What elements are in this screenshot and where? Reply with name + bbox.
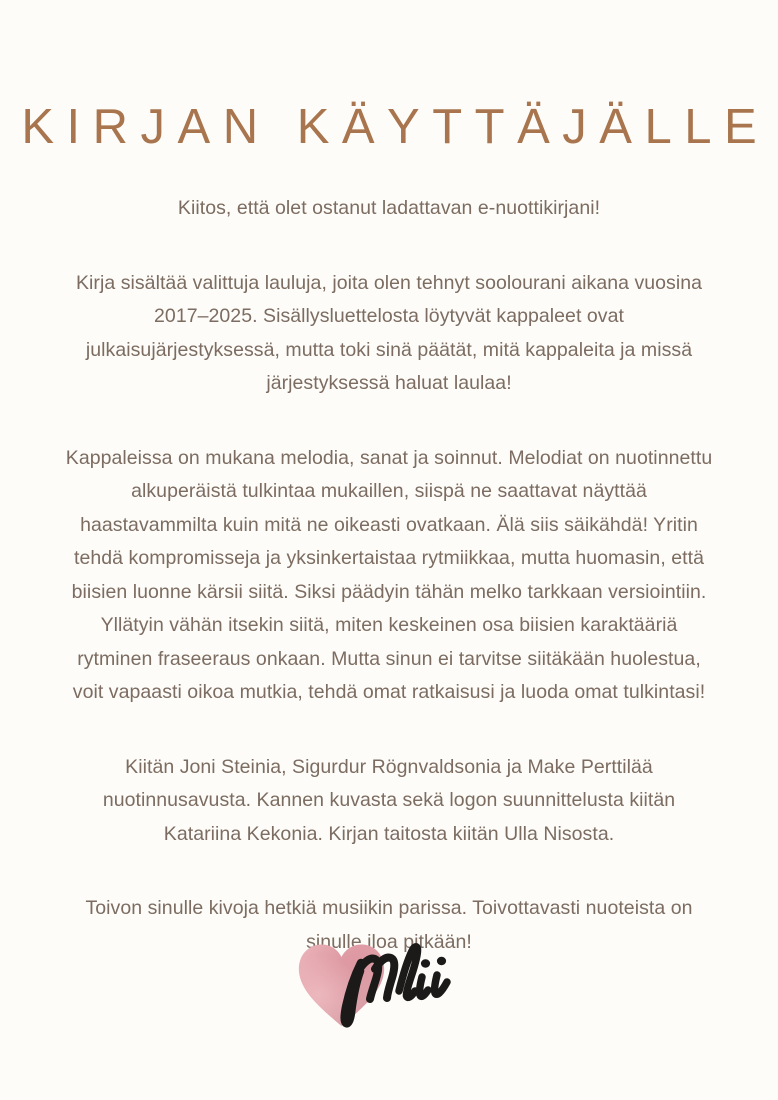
page-title: KIRJAN KÄYTTÄJÄLLE: [21, 99, 770, 154]
paragraph-closing: Toivon sinulle kivoja hetkiä musiikin parissa. Toivottavasti nuoteista on sinulle iloa pitkään!: [85, 897, 693, 953]
paragraph-content: Kirja sisältää valittuja lauluja, joita olen tehnyt soolourani aikana vuosina 2017–2025. Sisällysluettelosta löytyvät kappaleet ovat julkaisujärjestyksessä, mutta toki sinä päätät, mitä kappaleita ja missä järjestyksessä haluat laulaa!: [75, 271, 703, 394]
paragraph-intro: Kiitos, että olet ostanut ladattavan e-nuottikirjani!: [177, 197, 601, 219]
paragraph-thanks: Kiitän Joni Steinia, Sigurdur Rögnvaldsonia ja Make Perttilää nuotinnusavusta. Kannen kuvasta sekä logon suunnittelusta kiitän Katariina Kekonia. Kirjan taitosta kiitän Ulla Nisosta.: [102, 755, 676, 845]
body-text-block: [64, 192, 714, 959]
signature-dots: [421, 957, 446, 968]
paragraph-notes: Kappaleissa on mukana melodia, sanat ja soinnut. Melodiat on nuotinnettu alkuperäistä tulkintaa mukaillen, siispä ne saattavat näyttää haastavammilta kuin mitä ne oikeasti ovatkaan. Älä siis säikähdä! Yritin tehdä kompromisseja ja yksinkertaistaa rytmiikkaa, mutta huomasin, että biisien luonne kärsii siitä. Siksi päädyin tähän melko tarkkaan versiointiin. Yllätyin vähän itsekin siitä, miten keskeinen osa biisien karaktääriä rytminen fraseeraus onkaan. Mutta sinun ei tarvitse siitäkään huolestua, voit vapaasti oikoa mutkia, tehdä omat ratkaisusi ja luoda omat tulkintasi!: [65, 446, 713, 703]
brand-logo: [291, 925, 471, 1035]
